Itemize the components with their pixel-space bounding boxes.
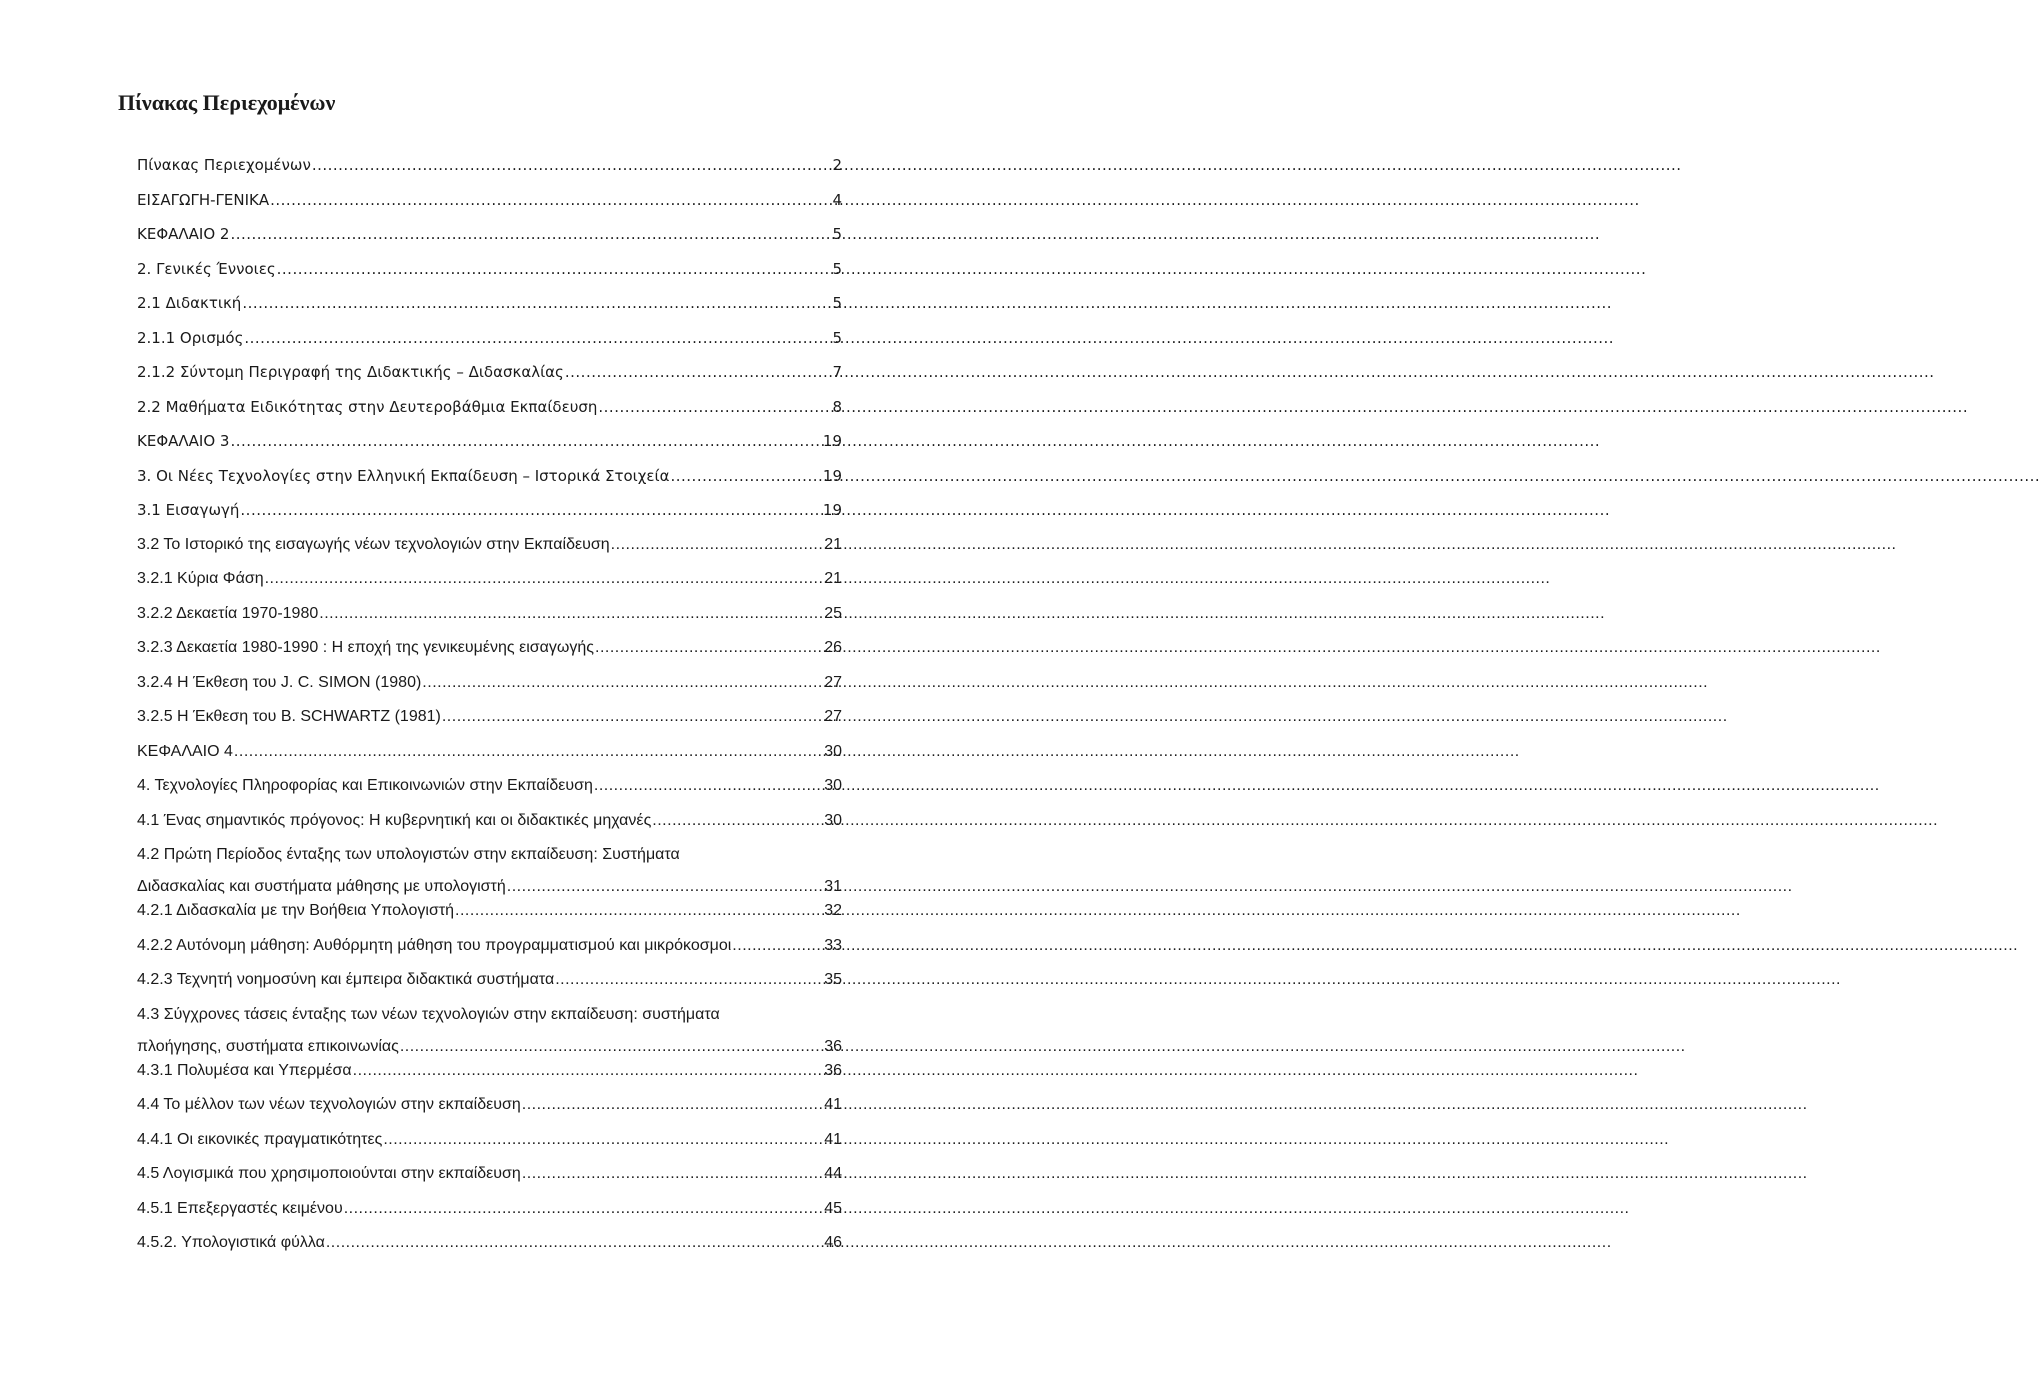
dot-leader — [312, 153, 827, 177]
toc-entry-page: 30 — [824, 742, 842, 760]
toc-entry[interactable] — [137, 636, 842, 671]
toc-entry-title: 3.2.3 Δεκαετία 1980-1990 : Η εποχή της γενικευμένης εισαγωγής — [137, 639, 594, 656]
dot-leader — [652, 809, 823, 833]
toc-entry-page: 27 — [824, 708, 842, 725]
toc-entry[interactable] — [137, 1197, 842, 1232]
dot-leader — [422, 671, 823, 695]
toc-entry-title-line2: Διδασκαλίας και συστήματα μάθησης με υπολογιστή — [137, 878, 506, 895]
toc-entry-title: 2.1 Διδακτική — [137, 294, 242, 312]
toc-entry[interactable] — [137, 257, 842, 292]
toc-entry-page: 19 — [822, 501, 842, 519]
toc-entry-title: 4.5.1 Επεξεργαστές κειμένου — [137, 1199, 343, 1217]
toc-entry-page: 5 — [832, 259, 842, 278]
toc-entry-title: ΚΕΦΑΛΑΙΟ 3 — [137, 432, 230, 450]
dot-leader — [319, 602, 823, 626]
toc-entry-page: 5 — [832, 225, 842, 243]
toc-entry-page: 4 — [832, 190, 842, 209]
toc-entry-page: 41 — [824, 1096, 842, 1113]
toc-entry-title: 2.1.1 Ορισμός — [137, 328, 244, 347]
toc-entry-title: ΕΙΣΑΓΩΓΗ-ΓΕΝΙΚΑ — [137, 190, 270, 209]
dot-leader — [277, 257, 827, 281]
dot-leader — [522, 1162, 823, 1186]
toc-entry[interactable] — [137, 326, 842, 361]
toc-entry[interactable] — [137, 188, 842, 223]
dot-leader — [507, 875, 823, 899]
toc-entry-title: 2.2 Μαθήματα Ειδικότητας στην Δευτεροβάθμια Εκπαίδευση — [137, 397, 598, 416]
toc-entry-page: 30 — [824, 811, 842, 829]
toc-entry[interactable] — [137, 843, 842, 899]
toc-entry-page: 8 — [832, 397, 842, 416]
toc-entry[interactable] — [137, 968, 842, 1003]
toc-list — [137, 153, 842, 1266]
toc-entry-title: 4.1 Ένας σημαντικός πρόγονος: Η κυβερνητική και οι διδακτικές μηχανές — [137, 811, 652, 829]
toc-entry-title: ΚΕΦΑΛΑΙΟ 4 — [137, 742, 233, 760]
toc-entry[interactable] — [137, 774, 842, 809]
toc-entry-page: 36 — [824, 1061, 842, 1079]
toc-entry[interactable] — [137, 291, 842, 326]
dot-leader — [555, 968, 823, 992]
toc-entry-page: 30 — [824, 777, 842, 794]
toc-entry[interactable] — [137, 809, 842, 844]
toc-entry[interactable] — [137, 740, 842, 775]
toc-entry[interactable] — [137, 567, 842, 602]
toc-entry[interactable] — [137, 498, 842, 533]
dot-leader — [234, 740, 823, 764]
dot-leader — [270, 188, 827, 212]
toc-entry-title: 4.2.1 Διδασκαλία με την Βοήθεια Υπολογιστή — [137, 902, 455, 919]
toc-entry-page: 26 — [824, 639, 842, 656]
toc-entry-title: 3.2.5 Η Έκθεση του B. SCHWARTZ (1981) — [137, 708, 441, 725]
toc-entry[interactable] — [137, 1059, 842, 1094]
toc-entry[interactable] — [137, 1128, 842, 1163]
toc-entry-title: 4.2.2 Αυτόνομη μάθηση: Αυθόρμητη μάθηση του προγραμματισμού και μικρόκοσμοι — [137, 936, 732, 954]
toc-entry[interactable] — [137, 360, 842, 395]
toc-entry-title: 3.1 Εισαγωγή — [137, 501, 240, 519]
toc-entry-page: 35 — [824, 971, 842, 988]
dot-leader — [242, 291, 827, 315]
toc-entry-page: 7 — [832, 363, 842, 381]
toc-entry-page: 33 — [824, 936, 842, 954]
toc-entry[interactable] — [137, 671, 842, 706]
dot-leader — [522, 1093, 823, 1117]
dot-leader — [265, 567, 824, 591]
toc-entry-title-line1: 4.3 Σύγχρονες τάσεις ένταξης των νέων τεχνολογιών στην εκπαίδευση: συστήματα — [137, 1005, 720, 1023]
toc-entry[interactable] — [137, 533, 842, 568]
dot-leader — [455, 899, 823, 923]
toc-entry-page: 46 — [824, 1234, 842, 1251]
toc-entry-title-line1: 4.2 Πρώτη Περίοδος ένταξης των υπολογιστών στην εκπαίδευση: Συστήματα — [137, 846, 680, 863]
toc-entry[interactable] — [137, 934, 842, 969]
toc-entry-page: 41 — [824, 1130, 842, 1148]
toc-entry-page: 19 — [822, 432, 842, 450]
toc-entry[interactable] — [137, 899, 842, 934]
toc-entry-title: 3.2.2 Δεκαετία 1970-1980 — [137, 604, 319, 622]
toc-entry-title: 4.5.2. Υπολογιστικά φύλλα — [137, 1234, 325, 1251]
toc-entry-page: 5 — [832, 294, 842, 312]
toc-entry[interactable] — [137, 602, 842, 637]
toc-entry-title: 3. Οι Νέες Τεχνολογίες στην Ελληνική Εκπαίδευση – Ιστορικά Στοιχεία — [137, 466, 670, 485]
dot-leader — [326, 1231, 823, 1255]
dot-leader — [670, 464, 821, 488]
dot-leader — [244, 326, 827, 350]
toc-entry-title: 4. Τεχνολογίες Πληροφορίας και Επικοινωνιών στην Εκπαίδευση — [137, 777, 593, 794]
toc-entry-title: 4.4 Το μέλλον των νέων τεχνολογιών στην εκπαίδευση — [137, 1096, 521, 1113]
toc-entry-page: 25 — [824, 604, 842, 622]
toc-entry-title: 4.4.1 Οι εικονικές πραγματικότητες — [137, 1130, 383, 1148]
toc-entry[interactable] — [137, 705, 842, 740]
toc-entry-title: 3.2.1 Κύρια Φάση — [137, 570, 264, 587]
toc-entry[interactable] — [137, 1093, 842, 1128]
toc-entry-title: 4.3.1 Πολυμέσα και Υπερμέσα — [137, 1061, 352, 1079]
dot-leader — [400, 1035, 823, 1059]
toc-entry[interactable] — [137, 1162, 842, 1197]
dot-leader — [230, 429, 821, 453]
toc-entry-page: 36 — [824, 1037, 842, 1055]
toc-entry[interactable] — [137, 395, 842, 430]
dot-leader — [732, 934, 823, 958]
dot-leader — [344, 1197, 824, 1221]
dot-leader — [565, 360, 827, 384]
dot-leader — [595, 636, 823, 660]
toc-entry-page: 19 — [822, 466, 842, 485]
dot-leader — [594, 774, 823, 798]
dot-leader — [442, 705, 823, 729]
toc-entry[interactable] — [137, 1003, 842, 1059]
toc-entry[interactable] — [137, 1231, 842, 1266]
toc-entry-page: 31 — [824, 878, 842, 895]
toc-entry-page: 45 — [824, 1199, 842, 1217]
toc-entry-page: 5 — [832, 328, 842, 347]
toc-entry-title: ΚΕΦΑΛΑΙΟ 2 — [137, 225, 230, 243]
dot-leader — [383, 1128, 823, 1152]
toc-entry[interactable] — [137, 429, 842, 464]
document-page — [0, 0, 960, 1393]
toc-entry-title: Πίνακας Περιεχομένων — [137, 156, 311, 174]
toc-entry-title: 3.2 Το Ιστορικό της εισαγωγής νέων τεχνολογιών στην Εκπαίδευση — [137, 535, 610, 553]
toc-entry[interactable] — [137, 153, 842, 188]
dot-leader — [230, 222, 827, 246]
dot-leader — [240, 498, 822, 522]
dot-leader — [611, 533, 824, 557]
toc-entry[interactable] — [137, 222, 842, 257]
toc-entry-title: 4.5 Λογισμικά που χρησιμοποιούνται στην εκπαίδευση — [137, 1165, 521, 1182]
toc-entry-page: 21 — [824, 535, 842, 553]
toc-entry-page: 2 — [832, 156, 842, 174]
dot-leader — [598, 395, 827, 419]
toc-entry-title: 3.2.4 Η Έκθεση του J. C. SIMON (1980) — [137, 673, 422, 691]
toc-entry-page: 27 — [824, 673, 842, 691]
dot-leader — [353, 1059, 824, 1083]
toc-entry-page: 44 — [824, 1165, 842, 1182]
toc-entry-page: 21 — [824, 570, 842, 587]
toc-entry[interactable] — [137, 464, 842, 499]
toc-entry-title: 2.1.2 Σύντομη Περιγραφή της Διδακτικής – Διδασκαλίας — [137, 363, 564, 381]
toc-entry-title: 4.2.3 Τεχνητή νοημοσύνη και έμπειρα διδακτικά συστήματα — [137, 971, 555, 988]
toc-entry-page: 32 — [824, 902, 842, 919]
toc-entry-title-line2: πλοήγησης, συστήματα επικοινωνίας — [137, 1037, 399, 1055]
toc-entry-title: 2. Γενικές Έννοιες — [137, 259, 276, 278]
toc-heading: Πίνακας Περιεχομένων — [118, 90, 336, 115]
